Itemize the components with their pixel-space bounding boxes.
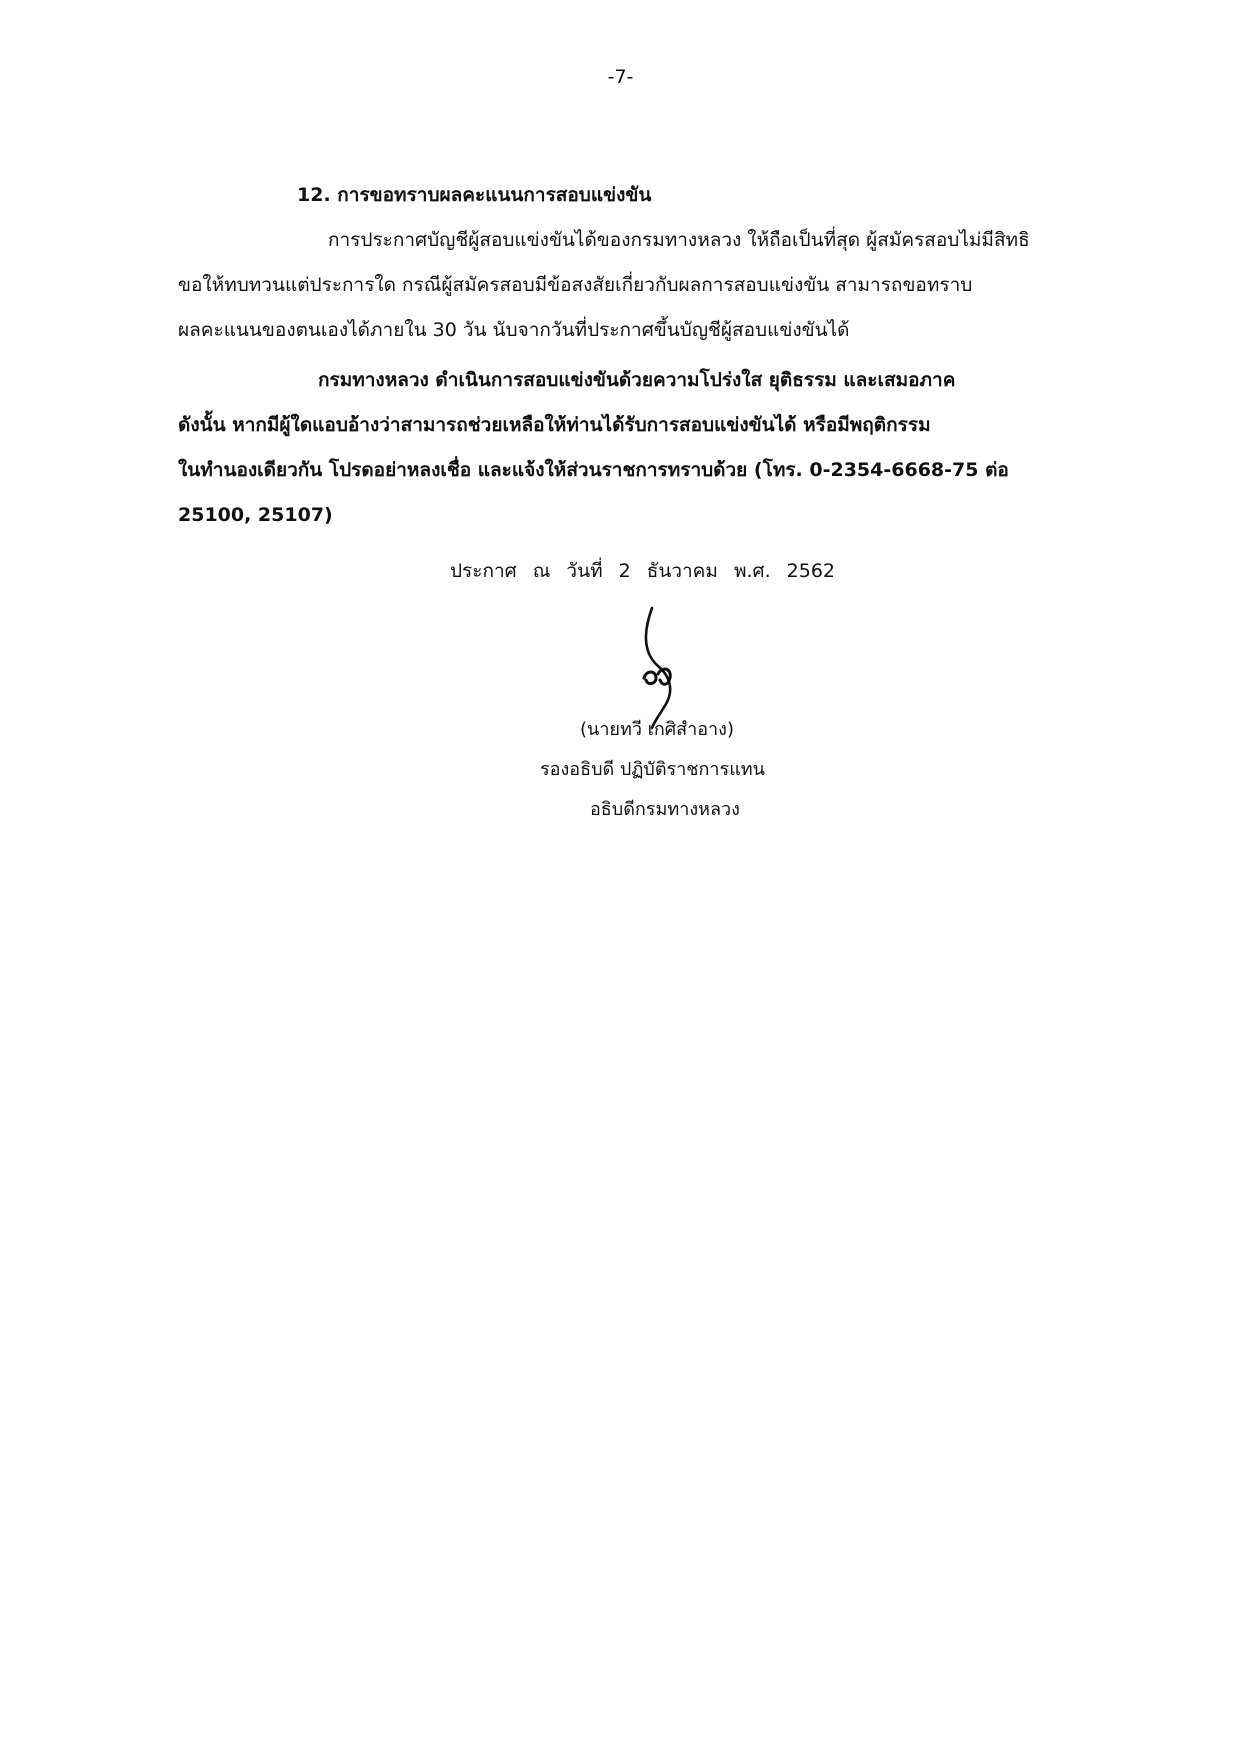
paragraph-line: ในทำนองเดียวกัน โปรดอย่าหลงเชื่อ และแจ้งให้ส่วนราชการทราบด้วย (โทร. 0-2354-6668-75 ต่อ [178, 459, 1009, 481]
announcement-date: ประกาศ ณ วันที่ 2 ธันวาคม พ.ศ. 2562 [450, 560, 836, 582]
paragraph-line: ดังนั้น หากมีผู้ใดแอบอ้างว่าสามารถช่วยเหลือให้ท่านได้รับการสอบแข่งขันได้ หรือมีพฤติกรรม [178, 414, 931, 436]
signer-name: (นายทวี เกศิสำอาง) [580, 719, 734, 740]
paragraph-results-inquiry [178, 218, 1086, 353]
paragraph-transparency-notice [178, 358, 1086, 538]
paragraph-line: กรมทางหลวง ดำเนินการสอบแข่งขันด้วยความโปร่งใส ยุติธรรม และเสมอภาค [318, 369, 956, 391]
signer-organization: อธิบดีกรมทางหลวง [590, 799, 740, 820]
paragraph-line: ขอให้ทบทวนแต่ประการใด กรณีผู้สมัครสอบมีข้อสงสัยเกี่ยวกับผลการสอบแข่งขัน สามารถขอทราบ [178, 274, 973, 296]
paragraph-line: ผลคะแนนของตนเองได้ภายใน 30 วัน นับจากวันที่ประกาศขึ้นบัญชีผู้สอบแข่งขันได้ [178, 319, 850, 341]
paragraph-line: 25100, 25107) [178, 504, 333, 526]
paragraph-line: การประกาศบัญชีผู้สอบแข่งขันได้ของกรมทางหลวง ให้ถือเป็นที่สุด ผู้สมัครสอบไม่มีสิทธิ [328, 229, 1030, 251]
signer-block [520, 710, 820, 830]
page-number: -7- [607, 66, 634, 88]
section-heading: 12. การขอทราบผลคะแนนการสอบแข่งขัน [297, 184, 652, 206]
signer-position: รองอธิบดี ปฏิบัติราชการแทน [540, 759, 765, 780]
